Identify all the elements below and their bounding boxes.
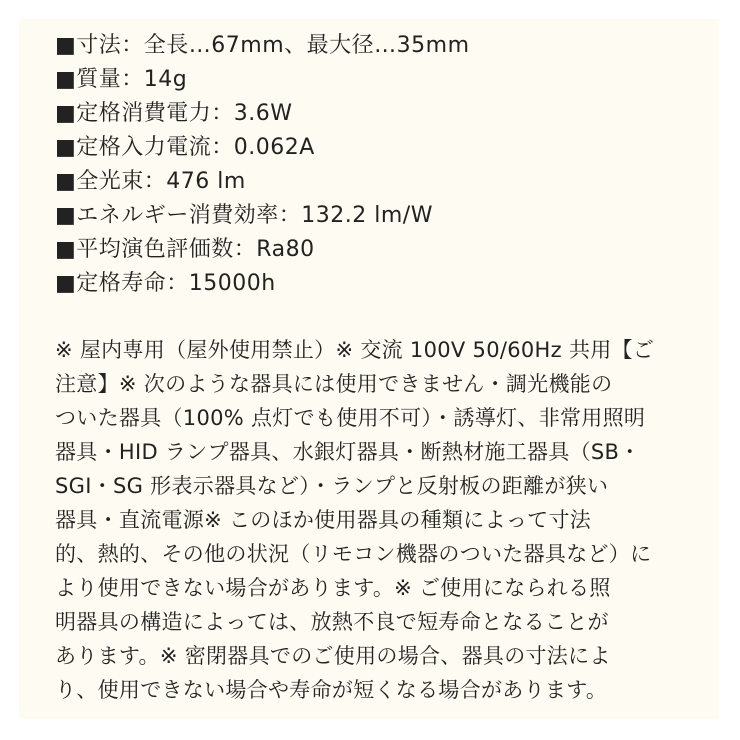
spec-rated-life: ■定格寿命：15000h <box>55 271 276 296</box>
note-line: SGI・SG 形表示器具など）・ランプと反射板の距離が狭い <box>55 474 609 498</box>
spec-weight: ■質量：14g <box>55 67 188 92</box>
note-line: ついた器具（100% 点灯でも使用不可）・誘導灯、非常用照明 <box>55 406 646 430</box>
note-line: ※ 屋内専用（屋外使用禁止）※ 交流 100V 50/60Hz 共用【ご <box>55 338 655 362</box>
spec-luminous-flux: ■全光束：476 lm <box>55 169 246 194</box>
note-line: 明器具の構造によっては、放熱不良で短寿命となることが <box>55 610 609 634</box>
note-line: より使用できない場合があります。※ ご使用になられる照 <box>55 576 611 600</box>
spec-panel <box>19 19 719 719</box>
spec-energy-efficiency: ■エネルギー消費効率：132.2 lm/W <box>55 203 433 228</box>
spec-list <box>55 29 719 301</box>
spec-rated-power: ■定格消費電力：3.6W <box>55 101 293 126</box>
note-line: あります。※ 密閉器具でのご使用の場合、器具の寸法によ <box>55 644 611 668</box>
spec-dimensions: ■寸法：全長…67mm、最大径…35mm <box>55 33 470 58</box>
caution-notes <box>55 333 695 707</box>
note-line: 注意】※ 次のような器具には使用できません・調光機能の <box>55 372 613 396</box>
note-line: 器具・HID ランプ器具、水銀灯器具・断熱材施工器具（SB・ <box>55 440 641 464</box>
note-line: 器具・直流電源※ このほか使用器具の種類によって寸法 <box>55 508 592 532</box>
spec-color-rendering: ■平均演色評価数：Ra80 <box>55 237 315 262</box>
note-line: 的、熱的、その他の状況（リモコン機器のついた器具など）に <box>55 542 652 566</box>
note-line: り、使用できない場合や寿命が短くなる場合があります。 <box>55 678 608 702</box>
spec-rated-current: ■定格入力電流：0.062A <box>55 135 315 160</box>
